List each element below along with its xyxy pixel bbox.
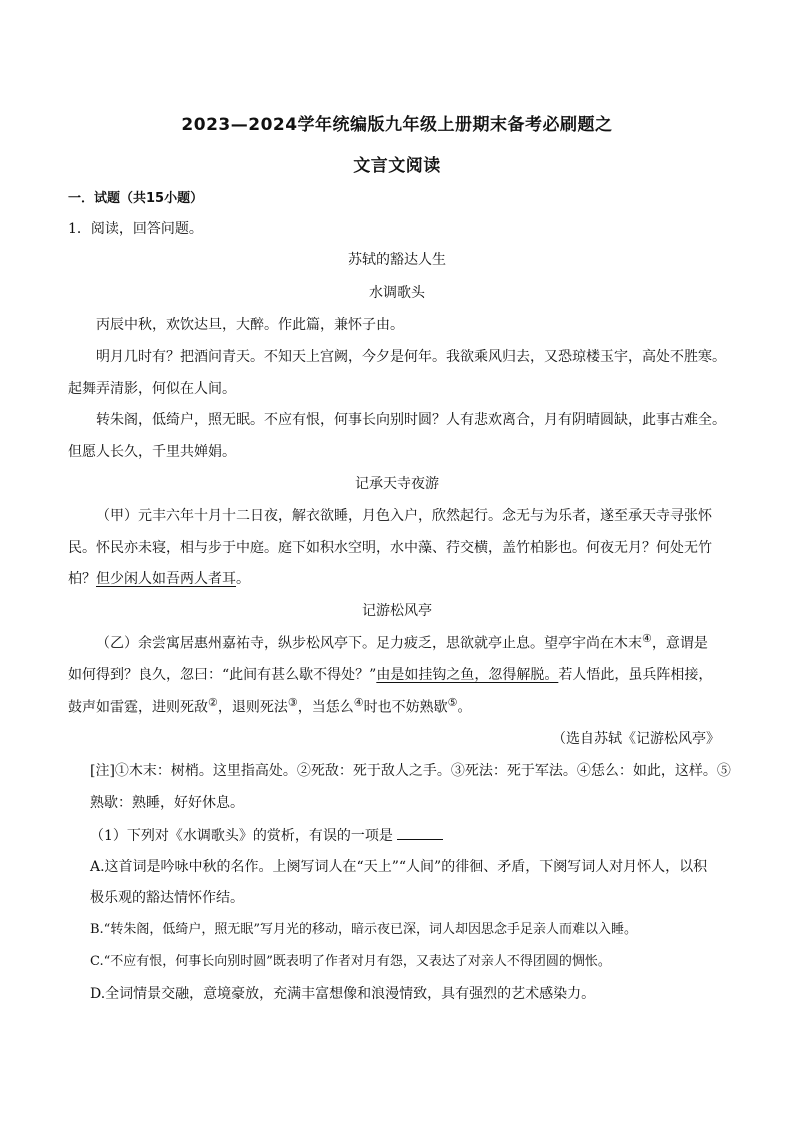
section-heading: 一．试题（共15小题）	[68, 191, 204, 206]
text-a-line: （甲）元丰六年十月十二日夜，解衣欲睡，月色入户，欣然起行。念无与为乐者，遂至承天寺寻张怀	[96, 508, 712, 524]
option-a-continued: 极乐观的豁达情怀作结。	[90, 890, 244, 906]
poem-title: 水调歌头	[369, 285, 425, 301]
underlined-sentence: 但少闲人如吾两人者耳	[96, 571, 236, 587]
footnote-marker: ③	[287, 696, 298, 709]
text-b-segment: ，意谓是	[651, 635, 708, 652]
text-a-line	[68, 570, 250, 588]
notes-line: [注]①木末：树梢。这里指高处。②死敌：死于敌人之手。③死法：死于军法。④恁么：如此，这样。⑤	[90, 763, 731, 779]
poem-line: 但愿人长久，千里共婵娟。	[68, 444, 236, 460]
text-b-segment: 。	[457, 699, 472, 716]
text-a-segment: 。	[236, 571, 250, 587]
text-b-title: 记游松风亭	[362, 603, 432, 619]
text-b-line	[68, 666, 712, 684]
sub-question	[90, 826, 443, 845]
option-a: A.这首词是吟咏中秋的名作。上阕写词人在“天上”“人间”的徘徊、矛盾，下阕写词人对月怀人，以积	[90, 859, 708, 875]
text-b-line	[96, 634, 708, 653]
footnote-marker: ④	[642, 632, 652, 645]
question-intro: 1．阅读，回答问题。	[68, 221, 203, 237]
underlined-sentence: 由是如挂钩之鱼，忽得解脱。	[376, 667, 559, 683]
text-b-line	[68, 698, 472, 717]
text-b-segment: ，当恁么	[297, 699, 354, 716]
text-b-segment: 若人悟此，虽兵阵相接，	[558, 667, 713, 683]
text-b-segment: （乙）余尝寓居惠州嘉祐寺，纵步松风亭下。足力疲乏，思欲就亭止息。望亭宇尚在木末	[96, 635, 642, 652]
footnote-marker: ⑤	[447, 696, 458, 709]
text-b-segment: 如何得到？良久，忽曰：“此间有甚么歇不得处？”	[68, 667, 377, 683]
poem-line: 起舞弄清影，何似在人间。	[68, 381, 236, 397]
text-b-segment: ，退则死法	[217, 699, 288, 716]
poem-preface: 丙辰中秋，欢饮达旦，大醉。作此篇，兼怀子由。	[96, 317, 404, 333]
option-c: C.“不应有恨，何事长向别时圆”既表明了作者对月有怨，又表达了对亲人不得团圆的惆怅。	[90, 954, 611, 969]
poem-line: 转朱阁，低绮户，照无眠。不应有恨，何事长向别时圆？人有悲欢离合，月有阴晴圆缺，此事古难全。	[96, 412, 726, 428]
text-a-title: 记承天寺夜游	[355, 476, 439, 492]
sub-question-text: （1）下列对《水调歌头》的赏析，有误的一项是	[90, 828, 393, 844]
footnote-marker: ②	[208, 696, 218, 709]
notes-line: 熟歇：熟睡，好好休息。	[90, 795, 244, 811]
text-a-segment: 柏？	[68, 571, 96, 587]
document-title-line2: 文言文阅读	[353, 156, 441, 176]
poem-line: 明月几时有？把酒问青天。不知天上宫阙，今夕是何年。我欲乘风归去，又恐琼楼玉宇，高处不胜寒。	[96, 349, 726, 365]
source-citation: （选自苏轼《记游松风亭》	[552, 731, 720, 747]
document-title-line1: 2023—2024学年统编版九年级上册期末备考必刷题之	[181, 115, 613, 135]
text-b-segment: 时也不妨熟歇	[363, 699, 448, 716]
passage-theme: 苏轼的豁达人生	[348, 252, 446, 268]
footnote-marker: ④	[353, 696, 364, 709]
option-d: D.全词情景交融，意境豪放，充满丰富想像和浪漫情致，具有强烈的艺术感染力。	[90, 986, 596, 1002]
text-a-line: 民。怀民亦未寝，相与步于中庭。庭下如积水空明，水中藻、荇交横，盖竹柏影也。何夜无月？何处无竹	[68, 540, 712, 556]
option-b: B.“转朱阁，低绮户，照无眠”写月光的移动，暗示夜已深，词人却因思念手足亲人而难以入睡。	[90, 922, 637, 937]
answer-blank	[397, 826, 443, 840]
text-b-segment: 鼓声如雷霆，进则死敌	[68, 699, 208, 716]
